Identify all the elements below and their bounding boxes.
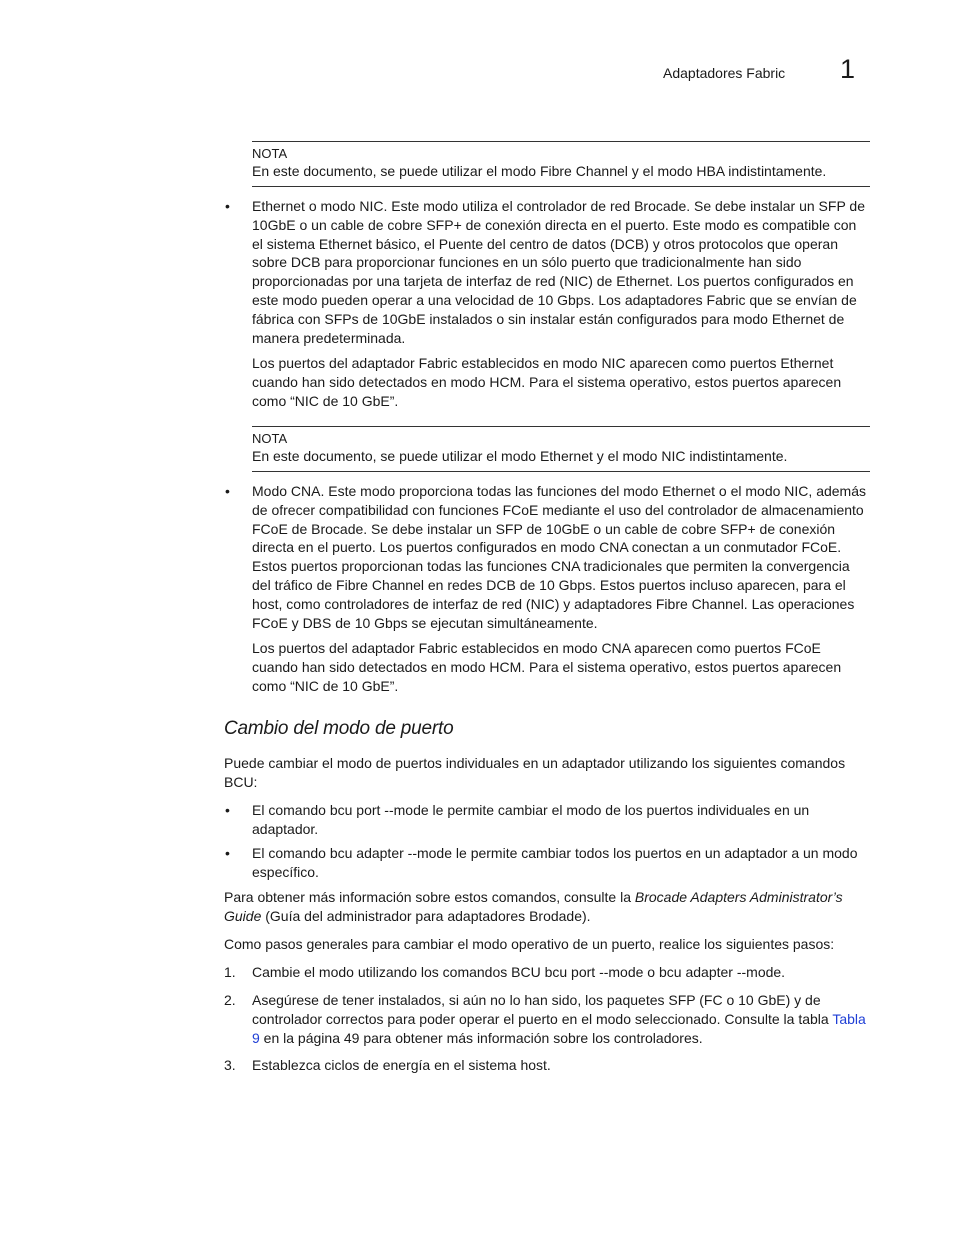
step-number: 1. (224, 964, 236, 980)
text: o (643, 964, 659, 980)
command: bcu port --mode (544, 964, 644, 980)
text: El comando (252, 802, 330, 818)
note-label: NOTA (252, 146, 288, 161)
note-label: NOTA (252, 431, 288, 446)
paragraph-text: . Este modo utiliza el controlador de red Brocade. Se debe instalar un SFP de 10GbE o un cable de cobre SFP+ de conexión directa en el puerto. Este modo es compatible con el sistema Ethernet básico, el Puente del centro de datos (DCB) y otros protocolos que operan sobre DCB para proporcionar funciones en un sólo puerto que tradicionalmente han sido proporcionadas por una tarjeta de interfaz de red (NIC) de Ethernet. Los puertos configurados en este modo pueden operar a una velocidad de 10 Gbps. Los adaptadores Fabric que se envían de fábrica con SFPs de 10GbE instalados o sin instalar están configurados para modo Ethernet de manera predeterminada. (252, 198, 865, 346)
bullet-paragraph-cna-mode (252, 482, 870, 632)
command: bcu adapter --mode (329, 845, 453, 861)
text: Asegúrese de tener instalados, si aún no lo han sido, los paquetes SFP (FC o 10 GbE) y de controlador correctos para poder operar el puerto en el modo seleccionado. Consulte la tabla (252, 992, 833, 1027)
text: (Guía del administrador para adaptadores Brodade). (261, 907, 591, 924)
term-ethernet-nic: Ethernet o modo NIC (252, 198, 384, 214)
step-number: 2. (224, 992, 236, 1008)
paragraph-cna-ports: Los puertos del adaptador Fabric establecidos en modo CNA aparecen como puertos FCoE cuando han sido detectados en modo HCM. Para el sistema operativo, estos puertos aparecen como “NIC de 10 GbE”. (252, 640, 842, 694)
chapter-number: 1 (840, 54, 856, 84)
command-bullet-adapter-mode (252, 844, 870, 882)
paragraph-text: . Este modo proporciona todas las funciones del modo Ethernet o el modo NIC, además de ofrecer compatibilidad con funciones FCoE mediante el uso del controlador de almacenamiento FCoE de Brocade. Se debe instalar un SFP de 10GbE o un cable de cobre SFP+ de conexión directa en el puerto. Los puertos configurados en modo CNA conectan a un conmutador FCoE. Estos puertos proporcionan todas las funciones CNA tradicionales que permiten la convergencia del tráfico de Fibre Channel en redes DCB de 10 Gbps. Estos puertos incluso aparecen, para el host, como controladores de interfaz de red (NIC) y adaptadores Fibre Channel. Las operaciones FCoE y DBS de 10 Gbps se ejecutan simultáneamente. (252, 483, 866, 631)
note-text: En este documento, se puede utilizar el modo Ethernet y el modo NIC indistintamente. (252, 448, 788, 464)
section-intro: Puede cambiar el modo de puertos individuales en un adaptador utilizando los siguientes comandos BCU: (224, 755, 846, 790)
paragraph-nic-ports: Los puertos del adaptador Fabric establecidos en modo NIC aparecen como puertos Ethernet cuando han sido detectados en modo HCM. Para el sistema operativo, estos puertos aparecen como “NIC de 10 GbE”. (252, 355, 842, 409)
more-info-paragraph (224, 888, 870, 926)
step-number: 3. (224, 1057, 236, 1073)
section-heading: Cambio del modo de puerto (224, 718, 454, 739)
text: le permite cambiar el modo de los puertos individuales en un adaptador. (252, 802, 810, 837)
running-header-title: Adaptadores Fabric (663, 65, 786, 81)
bullet-marker: • (225, 845, 230, 861)
command: bcu port --mode (329, 802, 429, 818)
guide-title: Brocade Adapters Administrator’s Guide (224, 889, 843, 924)
bullet-paragraph-nic-mode (252, 197, 870, 347)
text: en la página 49 para obtener más información sobre los controladores. (259, 1029, 703, 1046)
table-9-link[interactable]: Tabla 9 (252, 1010, 866, 1046)
text: El comando (252, 845, 330, 861)
command: bcu adapter --mode. (659, 964, 786, 980)
bullet-marker: • (225, 198, 230, 214)
text: le permite cambiar todos los puertos en un adaptador a un modo específico. (252, 845, 858, 880)
steps-intro: Como pasos generales para cambiar el modo operativo de un puerto, realice los siguientes pasos: (224, 936, 835, 952)
step-1 (252, 963, 870, 982)
bullet-marker: • (225, 483, 230, 499)
bullet-marker: • (225, 802, 230, 818)
text: Cambie el modo utilizando los comandos BCU (252, 964, 545, 980)
term-cna-mode: Modo CNA (252, 483, 321, 499)
note-box (252, 141, 870, 187)
note-text: En este documento, se puede utilizar el modo Fibre Channel y el modo HBA indistintamente. (252, 163, 827, 179)
step-2 (252, 991, 870, 1047)
step-3: Establezca ciclos de energía en el sistema host. (252, 1057, 551, 1073)
text: Para obtener más información sobre estos comandos, consulte la (224, 889, 635, 905)
command-bullet-port-mode (252, 801, 870, 839)
note-box (252, 426, 870, 472)
